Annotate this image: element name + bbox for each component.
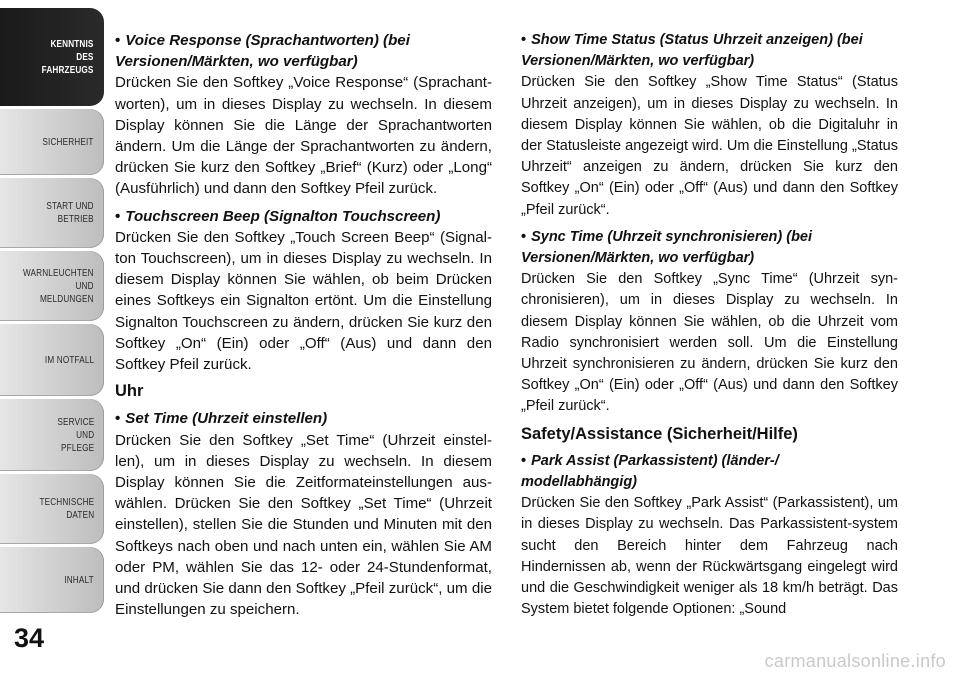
paragraph: Drücken Sie den Softkey „Touch Screen Beep“ (Signal-ton Touchscreen), um in dieses Display zu wechseln. In diesem Display können Sie wählen, ob beim Drücken eines Softkeys ein Signalton ertönt. Um die Einstellung Signalton Touchscreen zu ändern, drücken Sie kurz den Softkey „On“ (Ein) oder „Off“ (Aus) und dann den Softkey Pfeil zurück. <box>115 228 492 374</box>
left-column <box>115 30 492 626</box>
bullet-icon: • <box>521 228 527 245</box>
tab-start-und-betrieb[interactable] <box>0 178 104 248</box>
paragraph: Drücken Sie den Softkey „Voice Response“ (Sprachant-worten), um in dieses Display zu wechseln. In diesem Display können Sie die Länge der Sprachantworten ändern. Um die Länge der Sprachantworten zu ändern, drücken Sie kurz den Softkey „Brief“ (Kurz) oder „Long“ (Ausführlich) und dann den Softkey Pfeil zurück. <box>115 74 492 198</box>
bullet-icon: • <box>115 207 121 225</box>
chapter-tab-sidebar <box>0 0 104 640</box>
item-heading: modellabhängig) <box>521 474 637 491</box>
item-heading: • Set Time (Uhrzeit einstellen) <box>115 410 328 428</box>
paragraph: Drücken Sie den Softkey „Set Time“ (Uhrzeit einstel-len), um in dieses Display zu wechseln. In diesem Display können Sie die Zeitformateinstellungen aus-wählen. Drücken Sie den Softkey „Set Time“ (Uhrzeit einstellen), stellen Sie die Stunden und Minuten mit den Softkeys nach oben und nach unten ein, wählen Sie AM oder PM, wählen Sie das 12- oder 24-Stundenformat, und drücken Sie dann den Softkey „Pfeil zurück“, um die Einstellungen zu speichern. <box>115 431 492 619</box>
page-number: 34 <box>14 623 45 653</box>
section-title: Uhr <box>115 382 144 401</box>
item-heading: Versionen/Märkten, wo verfügbar) <box>115 53 358 71</box>
section-title: Safety/Assistance (Sicherheit/Hilfe) <box>521 424 798 443</box>
paragraph: Drücken Sie den Softkey „Show Time Status“ (Status Uhrzeit anzeigen), um in dieses Display zu wechseln. In diesem Display können Sie wählen, ob die Digitaluhr in der Statusleiste angezeigt wird. Um die Einstellung „Status Uhrzeit“ anzeigen zu ändern, drücken Sie kurz den Softkey „On“ (Ein) oder „Off“ (Aus) und dann den Softkey „Pfeil zurück“. <box>521 74 898 218</box>
right-column <box>521 30 898 626</box>
item-heading: Versionen/Märkten, wo verfügbar) <box>521 53 755 70</box>
tab-label: WARNLEUCHTEN UND MELDUNGEN <box>23 266 94 305</box>
bullet-icon: • <box>521 32 527 48</box>
tab-warnleuchten-und-meldungen[interactable] <box>0 251 104 321</box>
item-heading: • Touchscreen Beep (Signalton Touchscreen) <box>115 207 441 225</box>
item-heading: Versionen/Märkten, wo verfügbar) <box>521 250 755 267</box>
tab-label: INHALT <box>64 573 94 586</box>
tab-label: SERVICE UND PFLEGE <box>57 415 94 454</box>
item-heading: • Park Assist (Parkassistent) (länder-/ <box>521 452 779 469</box>
tab-kenntnis-des-fahrzeugs[interactable] <box>0 8 104 106</box>
paragraph: Drücken Sie den Softkey „Sync Time“ (Uhrzeit syn-chronisieren), um in dieses Display zu wechseln. In diesem Display können Sie wählen, ob die Uhrzeit vom Radio synchronisiert werden soll. Um die Einstellung Uhrzeit synchronisieren zu ändern, drücken Sie kurz den Softkey „On“ (Ein) oder „Off“ (Aus) und dann den Softkey „Pfeil zurück“. <box>521 271 898 415</box>
tab-label: IM NOTFALL <box>44 353 94 366</box>
tab-label: KENNTNIS DES FAHRZEUGS <box>42 37 94 76</box>
bullet-icon: • <box>115 410 121 428</box>
tab-service-und-pflege[interactable] <box>0 399 104 471</box>
item-heading: • Sync Time (Uhrzeit synchronisieren) (bei <box>521 228 813 245</box>
tab-inhalt[interactable] <box>0 547 104 613</box>
bullet-icon: • <box>521 452 527 469</box>
tab-label: TECHNISCHE DATEN <box>39 496 94 521</box>
tab-im-notfall[interactable] <box>0 324 104 396</box>
tab-label: START UND BETRIEB <box>46 200 94 225</box>
watermark-text: carmanualsonline.info <box>764 651 946 671</box>
item-heading: • Voice Response (Sprachantworten) (bei <box>115 32 410 49</box>
tab-technische-daten[interactable] <box>0 474 104 544</box>
bullet-icon: • <box>115 32 121 49</box>
paragraph: Drücken Sie den Softkey „Park Assist“ (Parkassistent), um in dieses Display zu wechseln. Das Parkassistent-system sucht den Bereich hinter dem Fahrzeug nach Hindernissen ab, wenn der Rückwärtsgang eingelegt wird und die Geschwindigkeit weniger als 18 km/h beträgt. Das System bietet folgende Optionen: „Sound <box>521 495 898 618</box>
item-heading: • Show Time Status (Status Uhrzeit anzeigen) (bei <box>521 32 863 48</box>
tab-sicherheit[interactable] <box>0 109 104 175</box>
tab-label: SICHERHEIT <box>42 135 94 148</box>
